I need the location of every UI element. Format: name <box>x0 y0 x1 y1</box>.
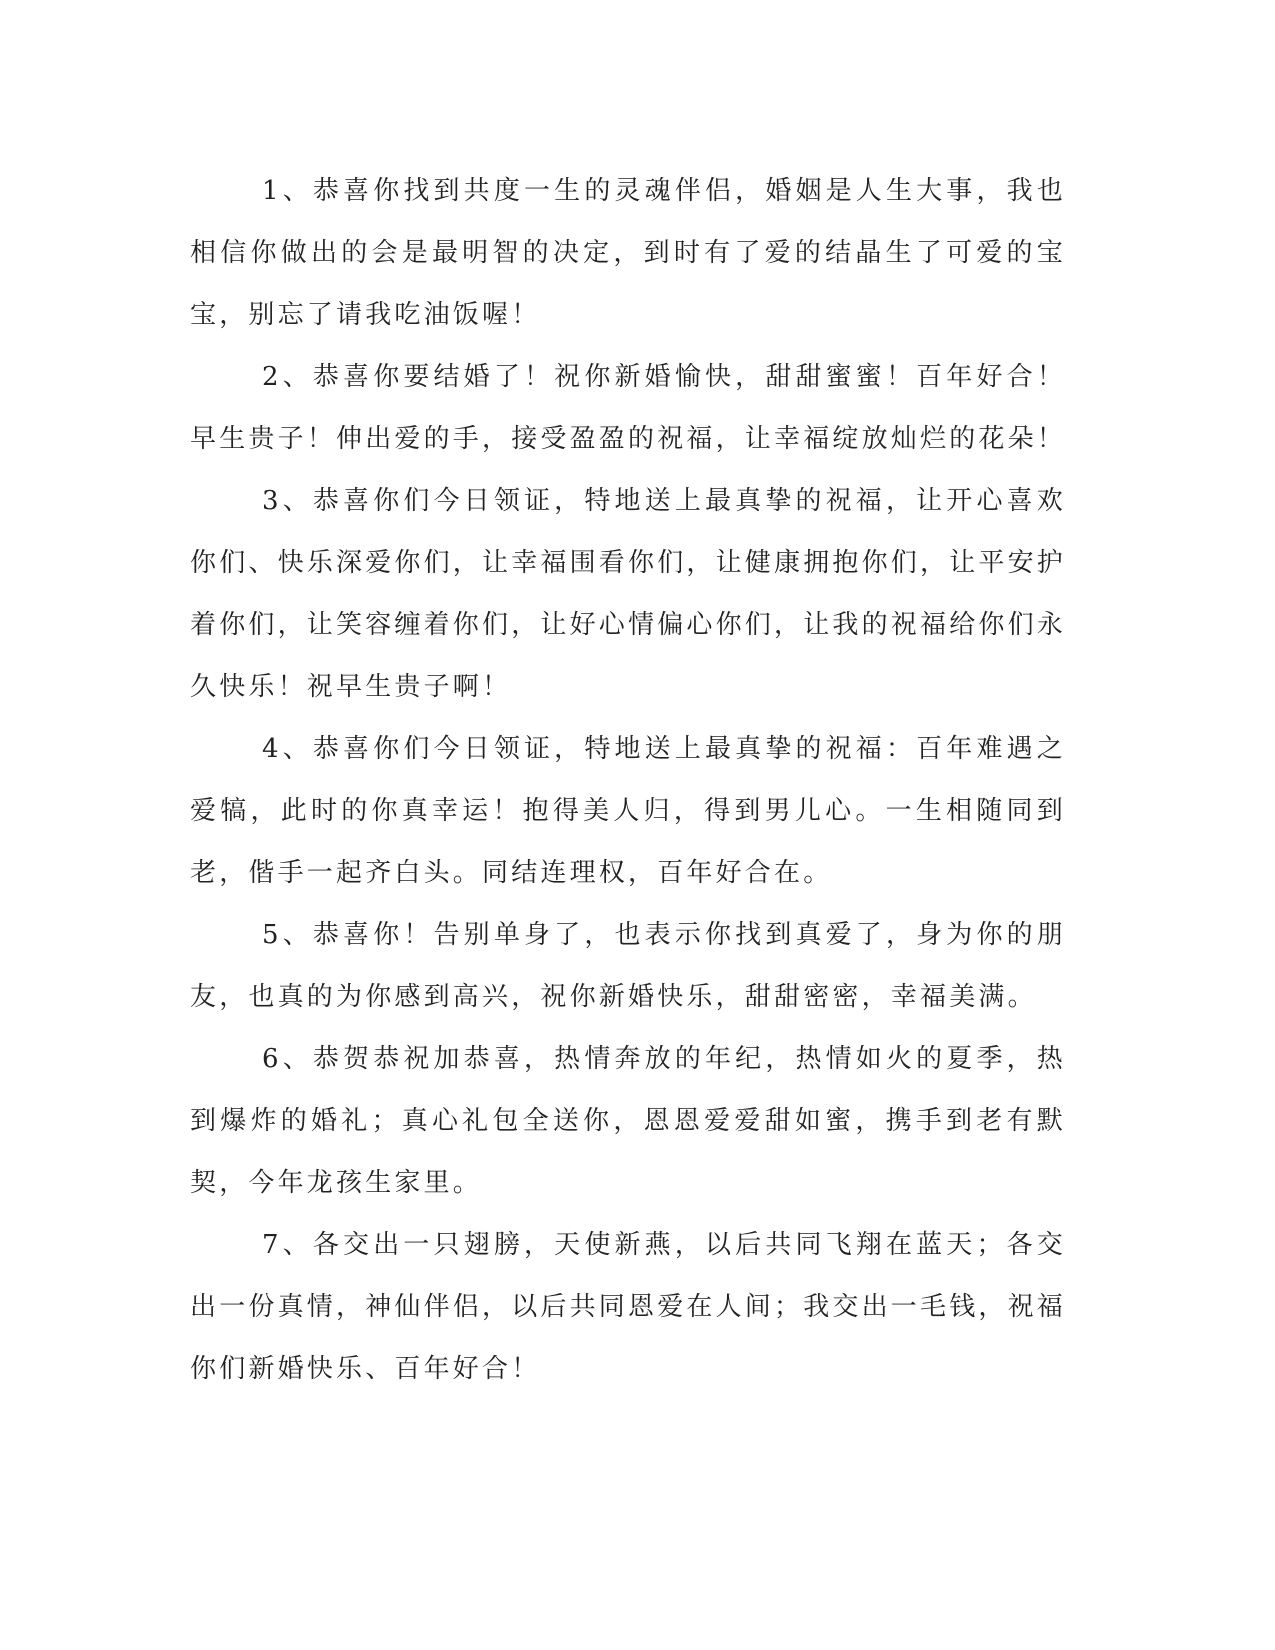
paragraph-5: 5、恭喜你！告别单身了，也表示你找到真爱了，身为你的朋友，也真的为你感到高兴，祝你新婚快乐，甜甜密密，幸福美满。 <box>190 920 1066 1012</box>
paragraph-6: 6、恭贺恭祝加恭喜，热情奔放的年纪，热情如火的夏季，热到爆炸的婚礼；真心礼包全送你，恩恩爱爱甜如蜜，携手到老有默契，今年龙孩生家里。 <box>190 1044 1066 1198</box>
paragraph-1: 1、恭喜你找到共度一生的灵魂伴侣，婚姻是人生大事，我也相信你做出的会是最明智的决定，到时有了爱的结晶生了可爱的宝宝，别忘了请我吃油饭喔！ <box>190 176 1066 330</box>
paragraph-7: 7、各交出一只翅膀，天使新燕，以后共同飞翔在蓝天；各交出一份真情，神仙伴侣，以后共同恩爱在人间；我交出一毛钱，祝福你们新婚快乐、百年好合！ <box>190 1230 1067 1384</box>
document-body <box>190 160 1066 1400</box>
paragraph-2: 2、恭喜你要结婚了！祝你新婚愉快，甜甜蜜蜜！百年好合！早生贵子！伸出爱的手，接受盈盈的祝福，让幸福绽放灿烂的花朵！ <box>190 362 1067 454</box>
paragraph-4: 4、恭喜你们今日领证，特地送上最真挚的祝福：百年难遇之爱犒，此时的你真幸运！抱得美人归，得到男儿心。一生相随同到老，偕手一起齐白头。同结连理权，百年好合在。 <box>190 734 1066 888</box>
paragraph-3: 3、恭喜你们今日领证，特地送上最真挚的祝福，让开心喜欢你们、快乐深爱你们，让幸福围看你们，让健康拥抱你们，让平安护着你们，让笑容缠着你们，让好心情偏心你们，让我的祝福给你们永久快乐！祝早生贵子啊！ <box>190 486 1067 702</box>
